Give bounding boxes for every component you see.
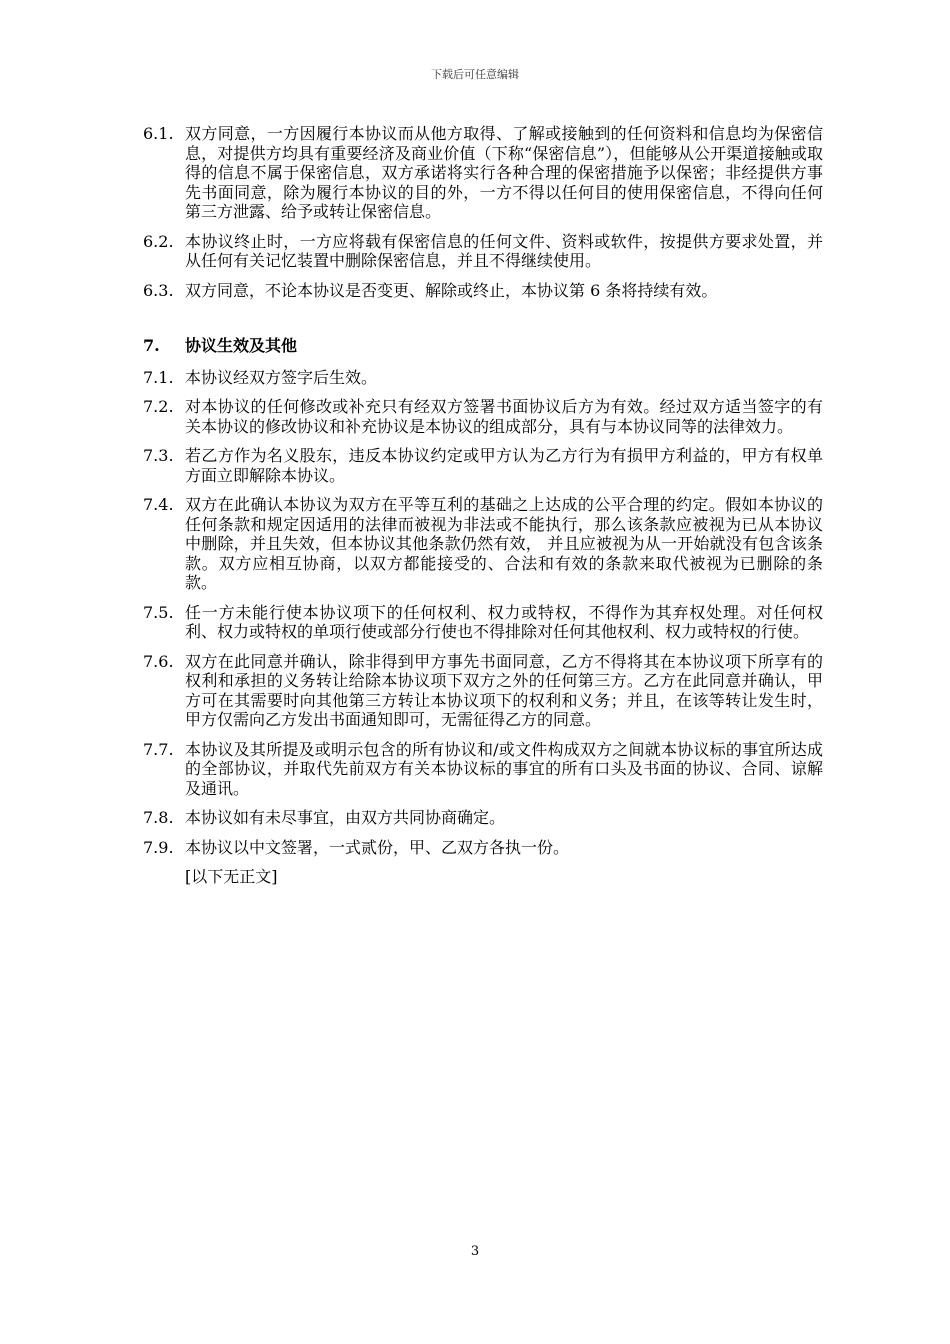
clause-text: 若乙方作为名义股东，违反本协议约定或甲方认为乙方行为有损甲方利益的，甲方有权单方面立即解除本协议。 (185, 446, 823, 485)
clause-number: 7.5. (143, 602, 174, 622)
clause-text: 双方在此确认本协议为双方在平等互利的基础之上达成的公平合理的约定。假如本协议的任何条款和规定因适用的法律而被视为非法或不能执行，那么该条款应被视为已从本协议中删除，并且失效，但本协议其他条款仍然有效， 并且应被视为从一开始就没有包含该条款。双方应相互协商，以双方都能接受的、合法和有效的条款来取代被视为已删除的条款。 (185, 495, 823, 592)
clause-text: 任一方未能行使本协议项下的任何权利、权力或特权，不得作为其弃权处理。对任何权利、权力或特权的单项行使或部分行使也不得排除对任何其他权利、权力或特权的行使。 (185, 602, 823, 641)
clause-7-1 (143, 368, 823, 388)
clause-7-8 (143, 808, 823, 828)
clause-text: 双方同意，不论本协议是否变更、解除或终止，本协议第 6 条将持续有效。 (185, 280, 718, 300)
page-header: 下载后可任意编辑 (431, 68, 519, 81)
clause-number: 7.7. (143, 739, 174, 759)
clause-number: 7.8. (143, 808, 174, 827)
clause-number: 6.1. (143, 124, 174, 143)
clause-number: 7.4. (143, 495, 174, 514)
document-body (143, 124, 823, 887)
clause-7-2 (143, 397, 823, 436)
clause-number: 7.6. (143, 651, 174, 671)
clause-6-2 (143, 232, 823, 271)
clause-text: 本协议以中文签署，一式贰份，甲、乙双方各执一份。 (185, 837, 570, 857)
clause-6-3 (143, 281, 823, 301)
clause-text: 双方同意，一方因履行本协议而从他方取得、了解或接触到的任何资料和信息均为保密信息，对提供方均具有重要经济及商业价值（下称“保密信息”），但能够从公开渠道接触或取得的信息不属于保密信息，双方承诺将实行各种合理的保密措施予以保密；非经提供方事先书面同意，除为履行本协议的目的外，一方不得以任何目的使用保密信息，不得向任何第三方泄露、给予或转让保密信息。 (185, 124, 823, 221)
clause-text: 对本协议的任何修改或补充只有经双方签署书面协议后方为有效。经过双方适当签字的有关本协议的修改协议和补充协议是本协议的组成部分，具有与本协议同等的法律效力。 (185, 397, 823, 436)
section-title: 协议生效及其他 (185, 336, 298, 355)
clause-number: 7.2. (143, 397, 174, 416)
clause-7-3 (143, 446, 823, 485)
section-number: 7. (143, 336, 160, 355)
clause-7-7 (143, 740, 823, 799)
clause-number: 7.9. (143, 837, 174, 857)
clause-number: 7.1. (143, 367, 174, 387)
section-7-clauses (143, 368, 823, 858)
end-note: [以下无正文] (185, 867, 278, 886)
section-7-heading (143, 336, 823, 356)
clause-6-1 (143, 124, 823, 222)
clause-7-5 (143, 603, 823, 642)
clause-number: 7.3. (143, 446, 174, 465)
clause-7-9 (143, 838, 823, 858)
clause-text: 双方在此同意并确认，除非得到甲方事先书面同意，乙方不得将其在本协议项下所享有的权利和承担的义务转让给除本协议项下双方之外的任何第三方。乙方在此同意并确认，甲方可在其需要时向其他第三方转让本协议项下的权利和义务；并且，在该等转让发生时，甲方仅需向乙方发出书面通知即可，无需征得乙方的同意。 (185, 651, 823, 729)
section-6-clauses (143, 124, 823, 300)
page-number: 3 (470, 1244, 480, 1259)
clause-number: 6.3. (143, 280, 174, 300)
clause-text: 本协议及其所提及或明示包含的所有协议和/或文件构成双方之间就本协议标的事宜所达成的全部协议，并取代先前双方有关本协议标的事宜的所有口头及书面的协议、合同、谅解及通讯。 (185, 739, 823, 798)
clause-text: 本协议经双方签字后生效。 (185, 367, 378, 387)
clause-text: 本协议终止时，一方应将载有保密信息的任何文件、资料或软件，按提供方要求处置，并从任何有关记忆装置中删除保密信息，并且不得继续使用。 (185, 231, 823, 270)
clause-7-4 (143, 495, 823, 593)
clause-number: 6.2. (143, 231, 174, 251)
clause-7-6 (143, 652, 823, 730)
clause-text: 本协议如有未尽事宜，由双方共同协商确定。 (185, 808, 506, 827)
